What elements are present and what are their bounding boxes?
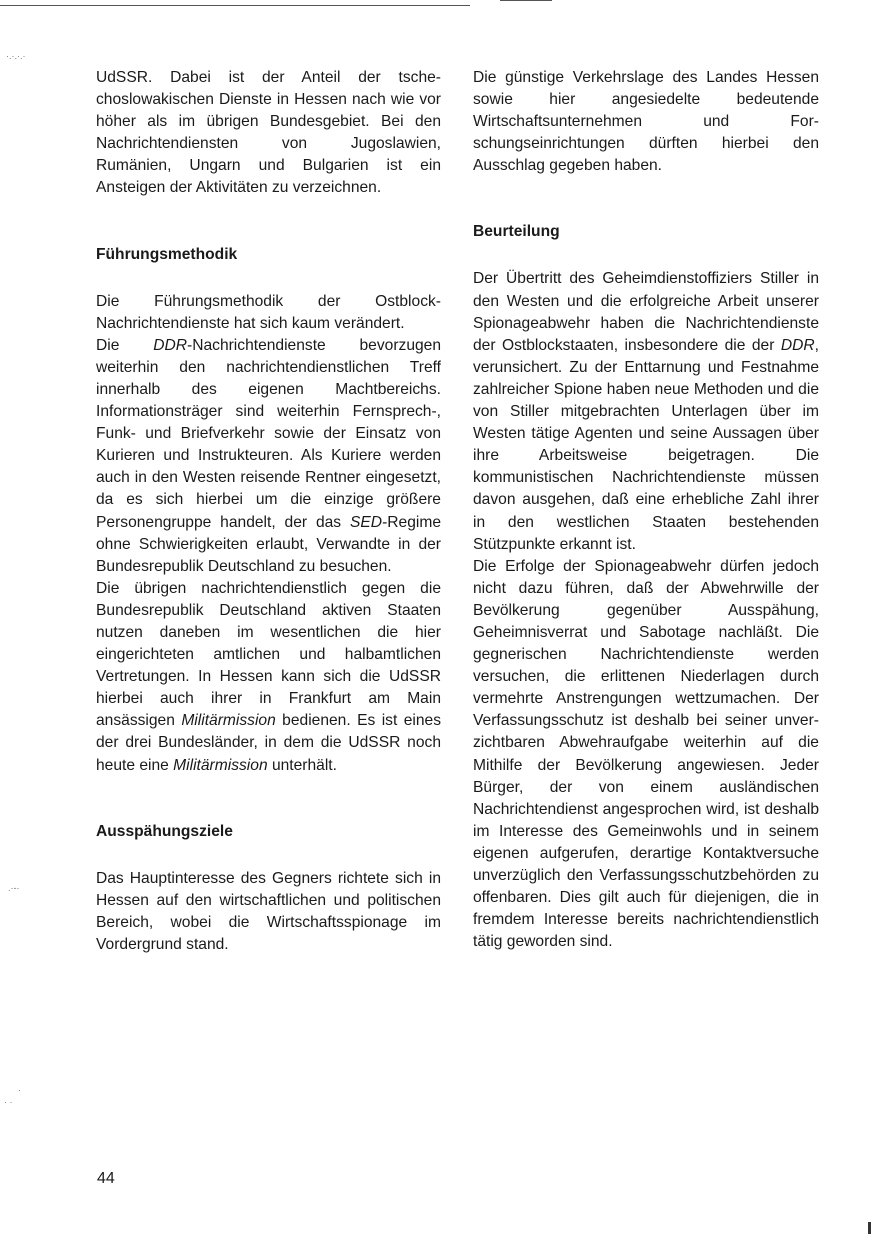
text-run: unterhält.: [267, 756, 337, 774]
emphasis: Militärmission: [181, 712, 276, 730]
paragraph: [96, 578, 441, 777]
paragraph: Die Führungsmethodik der Ostblock-Nachrichtendienste hat sich kaum verändert.: [96, 292, 441, 332]
scan-edge-mark: [868, 1222, 871, 1234]
text-run: bedienen. Es ist eines der drei Bundesländer, in dem die UdSSR noch heute eine: [96, 712, 441, 774]
section-heading: Führungsmethodik: [96, 245, 238, 263]
emphasis: DDR: [153, 336, 188, 354]
scan-speck: · ·: [4, 1097, 13, 1107]
paragraph: Die Erfolge der Spionageabwehr dürfen jedoch nicht dazu führen, daß der Abwehrwille der Bevölkerung gegenüber Ausspähung, Geheimnisverrat und Sabotage nachläßt. Die gegnerischen Nachrichtendienste werden versuchen, die erlittenen Niederlagen durch vermehrte Anstrengungen wettzumachen. Der Verfassungsschutz ist deshalb bei seiner unverzichtbaren Abwehraufgabe weiterhin auf die Mithilfe der Bevölkerung angewiesen. Jeder Bürger, der von einem ausländischen Nachrichtendienst angesprochen wird, ist deshalb im Interesse des Gemeinwohls und in seinem eigenen aufgerufen, derartige Kontaktversuche unverzüglich den Verfassungsschutzbehörden zu offenbaren. Dies gilt auch für diejenigen, die in fremdem Interesse bereits nachrichtendienstlich tätig geworden sind.: [473, 557, 819, 951]
text-run: -Nachrichtendienste bevorzugen weiterhin den nachrichtendienstlichen Treff innerhalb des eigenen Machtbereichs. Informationsträger sind weiterhin Fernsprech-, Funk- und Briefverkehr sowie der Einsatz von Kurieren und Instrukteuren. Als Kuriere werden auch in den Westen reisende Rentner eingesetzt, da es sich hierbei um die einzige größere Personengruppe handelt, der das: [96, 336, 442, 531]
text-run: -Regime ohne Schwierigkeiten erlaubt, Verwandte in der Bundesrepublik Deutschland zu besuchen.: [96, 513, 441, 575]
scan-speck: ·: [18, 1085, 21, 1095]
emphasis: SED: [349, 513, 383, 531]
scan-speck: .·-·: [8, 883, 20, 893]
emphasis: Militärmission: [173, 756, 268, 774]
scan-edge-line: [500, 0, 552, 1]
text-run: Die übrigen nachrichtendienstlich gegen die Bundesrepublik Deutschland aktiven Staaten nutzen daneben im wesentlichen die hier eingerichteten amtlichen und halbamtlichen Vertretungen. In Hessen kann sich die UdSSR hierbei auch ihrer in Frankfurt am Main ansässigen: [96, 579, 441, 730]
scan-edge-line: [0, 5, 470, 6]
paragraph: [96, 335, 441, 578]
page-number: 44: [97, 1170, 115, 1187]
section-heading: Ausspähungsziele: [96, 822, 233, 840]
section-heading: Beurteilung: [473, 223, 560, 241]
paragraph: [473, 268, 819, 555]
left-column: [96, 67, 441, 956]
right-column: [473, 67, 819, 953]
text-run: Die: [96, 336, 154, 354]
paragraph: Die günstige Verkehrslage des Landes Hessen sowie hier angesiedelte bedeutende Wirtschaftsunternehmen und Forschungseinrichtungen dürften hierbei den Ausschlag gegeben haben.: [473, 69, 819, 175]
paragraph: Das Hauptinteresse des Gegners richtete sich in Hessen auf den wirtschaftlichen und politischen Bereich, wobei die Wirtschaftsspionage im Vordergrund stand.: [96, 869, 441, 953]
scan-speck: ·.·.·.·: [6, 51, 26, 61]
paragraph: UdSSR. Dabei ist der Anteil der tschechoslowakischen Dienste in Hessen nach wie vor höher als im übrigen Bundesgebiet. Bei den Nachrichtendiensten von Jugoslawien, Rumänien, Ungarn und Bulgarien ist ein Ansteigen der Aktivitäten zu verzeichnen.: [96, 69, 441, 197]
text-run: , verunsichert. Zu der Enttarnung und Festnahme zahlreicher Spione haben neue Methoden und die von Stiller mitgebrachten Unterlagen über im Westen tätige Agenten und seine Aussagen über ihre Arbeitsweise beigetragen. Die kommunistischen Nachrichtendienste müssen davon ausgehen, daß eine erhebliche Zahl ihrer in den westlichen Staaten bestehenden Stützpunkte erkannt ist.: [473, 336, 819, 553]
emphasis: DDR: [780, 336, 815, 354]
text-run: Der Übertritt des Geheimdienstoffiziers Stiller in den Westen und die erfolgreiche Arbeit unserer Spionageabwehr haben die Nachrichtendienste der Ostblockstaaten, insbesondere die der: [473, 270, 819, 354]
